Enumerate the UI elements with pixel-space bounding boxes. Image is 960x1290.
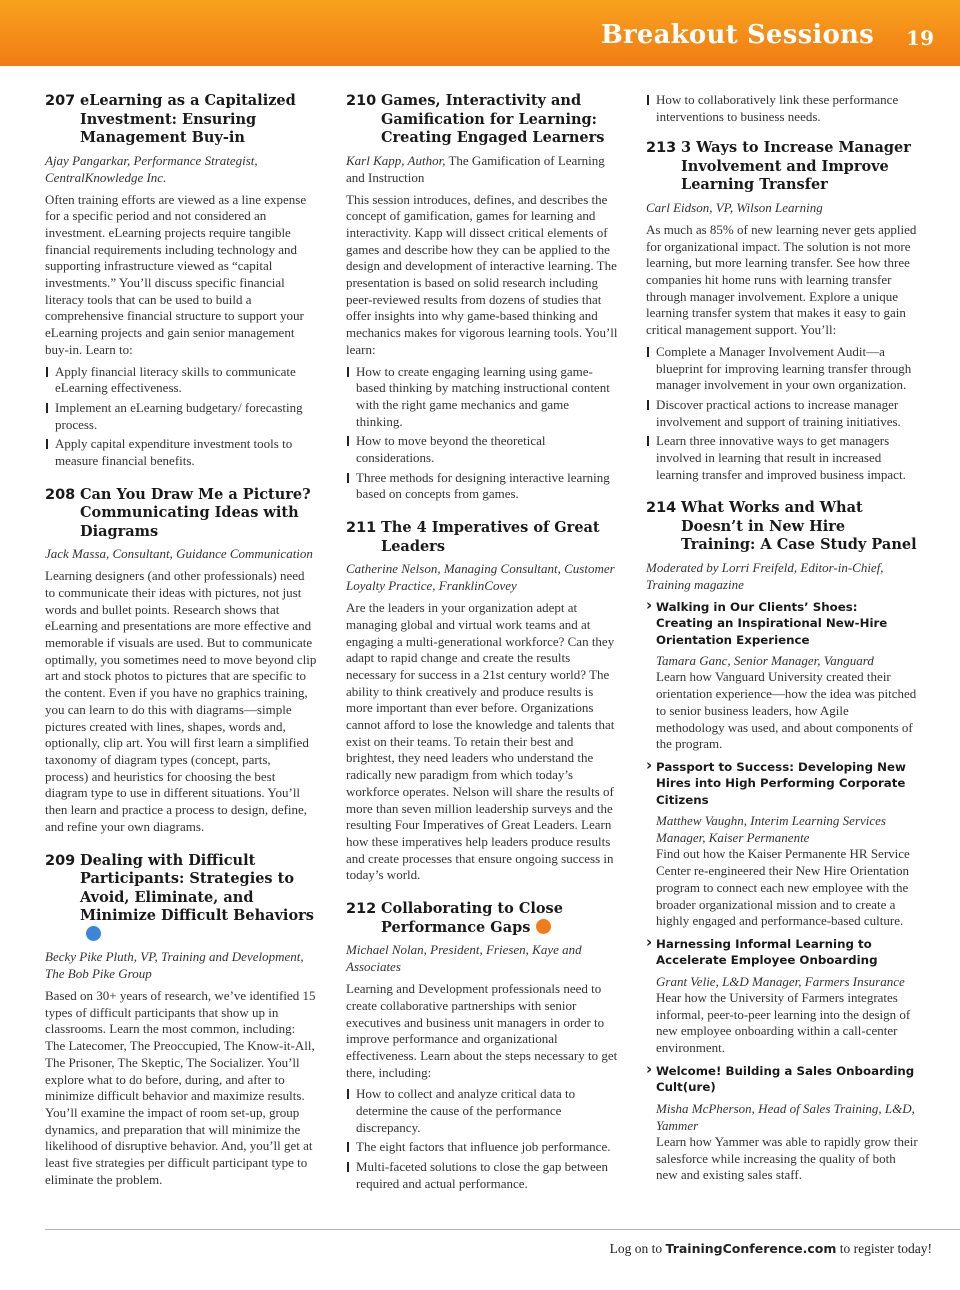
bullet-item: How to create engaging learning using game-based thinking by matching instructional content with the right game mechanics and game thinking. [346,364,618,431]
session-speaker [346,152,618,186]
footer-site-link[interactable]: TrainingConference.com [665,1241,837,1256]
panel-talk-description: Learn how Vanguard University created their orientation experience—how the idea was pitched to senior business leaders, how Agile methodology was used, and about components of the program. [656,669,917,752]
session-speaker: Jack Massa, Consultant, Guidance Communication [45,546,313,562]
session-title: eLearning as a Capitalized Investment: Ensuring Management Buy-in [80,92,296,146]
session-description: Based on 30+ years of research, we’ve identified 15 types of difficult participants that show up in classrooms. Learn the most common, including: The Latecomer, The Preoccupied, The Know-it-All, The Prisoner, The Skeptic, The Socializer. You’ll explore what to do before, during, and after to minimize difficult behavior and maximize results. You’ll examine the impact of room set-up, group dynamics, and preparation that will minimize the likelihood of disruptive behavior. And, you’ll get at least five strategies per difficult participant type to eliminate the problem. [45,988,316,1187]
session-description: Are the leaders in your organization adept at managing global and virtual work teams and at engaging a multi-generational workforce? Can they adapt to rapid change and create the results necessary for success in a 21st century world? The ability to think creatively and produce results is more important than ever before. Organizations cannot afford to lose the knowledge and talents that exist on their teams. To retain their best and brightest, they need leaders who understand the radically new paradigm from which today’s workforce operates. Nelson will share the results of more than seven million leadership surveys and the resulting Four Imperatives of Great Leaders. Learn how these imperatives help leaders produce results and create processes that ensure ongoing success in today’s world. [346,600,615,883]
session-number: 208 [45,486,76,503]
session-speaker: Becky Pike Pluth, VP, Training and Development, The Bob Pike Group [45,949,304,981]
panel-talk-title: › Walking in Our Clients’ Shoes: Creating an Inspirational New-Hire Orientation Experience [646,599,918,649]
panel-talk-title: › Welcome! Building a Sales Onboarding Cult(ure) [646,1063,918,1096]
bullet-item: Multi-faceted solutions to close the gap between required and actual performance. [346,1159,618,1192]
session-description: As much as 85% of new learning never gets applied for organizational impact. The solution is not more learning, but more learning transfer. See how three companies hit home runs with learning transfer through manager involvement. Explore a unique learning transfer system that makes it easy to gain critical management support. You’ll: [646,221,917,338]
bullet-item: The eight factors that influence job performance. [346,1139,618,1156]
session-number: 214 [646,500,677,517]
session-description: Often training efforts are viewed as a line expense for a specific period and not considered an investment. eLearning projects require tangible financial requirements including technology and supporting infrastructure viewed as “capital investments.” You’ll discuss specific financial literacy tools that can be used to build a comprehensive financial structure to support your eLearning projects and gain senior management buy-in. Learn to: [45,191,307,357]
bullet-item: How to collect and analyze critical data to determine the cause of the performance discrepancy. [346,1086,618,1136]
session-speaker: Carl Eidson, VP, Wilson Learning [646,199,823,215]
speaker-publication: Training magazine [646,576,744,592]
session-speaker [646,559,918,593]
bullet-item: Apply capital expenditure investment tools to measure financial benefits. [45,436,317,469]
panel-talk-speaker: Misha McPherson, Head of Sales Training, L&D, Yammer [656,1100,915,1133]
session-description: Learning designers (and other professionals) need to communicate their ideas with pictures, not just words and bullet points. Research shows that eLearning and presentations are more effective and memorable if visuals are used. But to communicate optimally, you sometimes need to move beyond clip art and stock photos to pictures that are specific to the content. Even if you have no graphics training, you can learn to do this with diagrams—simple pictures created with lines, shapes, words and, optionally, clip art. You will first learn a simplified taxonomy of diagram types (concept, parts, process) and heuristics for choosing the best diagram type to use in different situations. You’ll then learn and practice a process to design, define, and refine your own diagrams. [45,568,317,834]
session-speaker: Ajay Pangarkar, Performance Strategist, CentralKnowledge Inc. [45,152,258,185]
session-bullets [346,364,618,504]
bullet-item: Implement an eLearning budgetary/ forecasting process. [45,400,317,433]
session-title: 3 Ways to Increase Manager Involvement and Improve Learning Transfer [681,139,911,194]
session-title: Collaborating to Close Performance Gaps [381,900,563,936]
bullet-item: How to collaboratively link these performance interventions to business needs. [646,92,918,125]
column-1 [45,92,317,1204]
bullet-item: Apply financial literacy skills to communicate eLearning effectiveness. [45,364,317,397]
bullet-item: Discover practical actions to increase manager involvement and support of training initiatives. [646,397,918,430]
column-2 [346,92,618,1209]
panel-talk-description: Learn how Yammer was able to rapidly grow their salesforce while increasing the quality of both new and existing sales staff. [656,1133,918,1183]
session-number: 213 [646,140,677,157]
panel-talk-title: › Harnessing Informal Learning to Accelerate Employee Onboarding [646,936,918,969]
session-210 [346,92,618,503]
session-207 [45,92,317,470]
panel-talk-speaker: Tamara Ganc, Senior Manager, Vanguard [656,653,874,669]
session-number: 209 [45,852,76,869]
session-209 [45,852,317,1189]
session-214 [646,499,918,1183]
panel-talk-title: › Passport to Success: Developing New Hires into High Performing Corporate Citizens [646,759,918,809]
session-211 [346,519,618,884]
header-bar [0,0,960,66]
session-number: 210 [346,93,377,109]
footer-divider [45,1229,960,1230]
panel-talk [646,599,918,753]
session-description: Learning and Development professionals need to create collaborative partnerships with senior executives and business unit managers in order to improve performance and organizational effectiveness. Learn about the steps necessary to get there, including: [346,981,618,1080]
session-bullets [45,364,317,470]
panel-talk [646,1063,918,1184]
panel-talk-speaker: Matthew Vaughn, Interim Learning Services Manager, Kaiser Permanente [656,813,886,846]
session-title: Can You Draw Me a Picture? Communicating Ideas with Diagrams [80,485,311,540]
speaker-name: Karl Kapp, Author, [346,152,446,168]
session-213 [646,139,918,483]
session-title: Games, Interactivity and Gamification for Learning: Creating Engaged Learners [381,92,605,146]
session-speaker: Catherine Nelson, Managing Consultant, Customer Loyalty Practice, FranklinCovey [346,561,615,594]
session-bullets [646,344,918,484]
session-212 [346,900,618,1192]
bullet-item: Complete a Manager Involvement Audit—a blueprint for improving learning transfer through manager involvement in your own organization. [646,344,918,394]
section-title: Breakout Sessions [600,20,874,50]
panel-talk-description: Hear how the University of Farmers integrates informal, peer-to-peer learning into the design of new employee onboarding within a call-center environment. [656,989,911,1056]
panel-talk [646,759,918,930]
panel-talk-speaker: Grant Velie, L&D Manager, Farmers Insurance [656,973,905,989]
bullet-item: How to move beyond the theoretical considerations. [346,433,618,466]
bullet-item: Learn three innovative ways to get managers involved in learning that result in increased learning transfer and improved business impact. [646,433,918,483]
session-number: 211 [346,520,377,537]
footer-prefix: Log on to [609,1241,666,1256]
page-number: 19 [906,26,934,50]
session-speaker: Michael Nolan, President, Friesen, Kaye and Associates [346,942,582,975]
session-title: Dealing with Difficult Participants: Strategies to Avoid, Eliminate, and Minimize Difficult Behaviors [80,851,314,924]
session-208 [45,486,317,836]
column-3 [646,92,918,1200]
speaker-book: The Gamification of Learning and Instruction [346,152,605,185]
bullet-item: Three methods for designing interactive learning based on concepts from games. [346,470,618,503]
session-number: 212 [346,901,377,918]
panel-talk [646,936,918,1057]
session-title: What Works and What Doesn’t in New Hire Training: A Case Study Panel [681,499,917,554]
session-description: This session introduces, defines, and describes the concept of gamification, games for learning and interactivity. Kapp will dissect critical elements of games and describe how they can be applied to the design and development of interactive learning. The presentation is based on solid research including peer-reviewed results from dozens of studies that offer insights into why game-based thinking and mechanics makes for vigorous learning tools. You’ll learn: [346,191,618,357]
panel-talk-description: Find out how the Kaiser Permanente HR Service Center re-engineered their New Hire Orientation program to connect each new employee with the broader organizational mission and to create a highly engaged and performance-based culture. [656,846,910,929]
session-title: The 4 Imperatives of Great Leaders [381,519,600,555]
session-number: 207 [45,93,76,109]
track-dot-icon [536,919,551,934]
track-dot-icon [86,926,101,941]
session-bullets [346,1086,618,1192]
speaker-name: Moderated by Lorri Freifeld, Editor-in-Chief, [646,559,884,575]
footer-cta [610,1241,932,1257]
session-212-bullets-continued [646,92,918,125]
footer-suffix: to register today! [836,1241,932,1256]
